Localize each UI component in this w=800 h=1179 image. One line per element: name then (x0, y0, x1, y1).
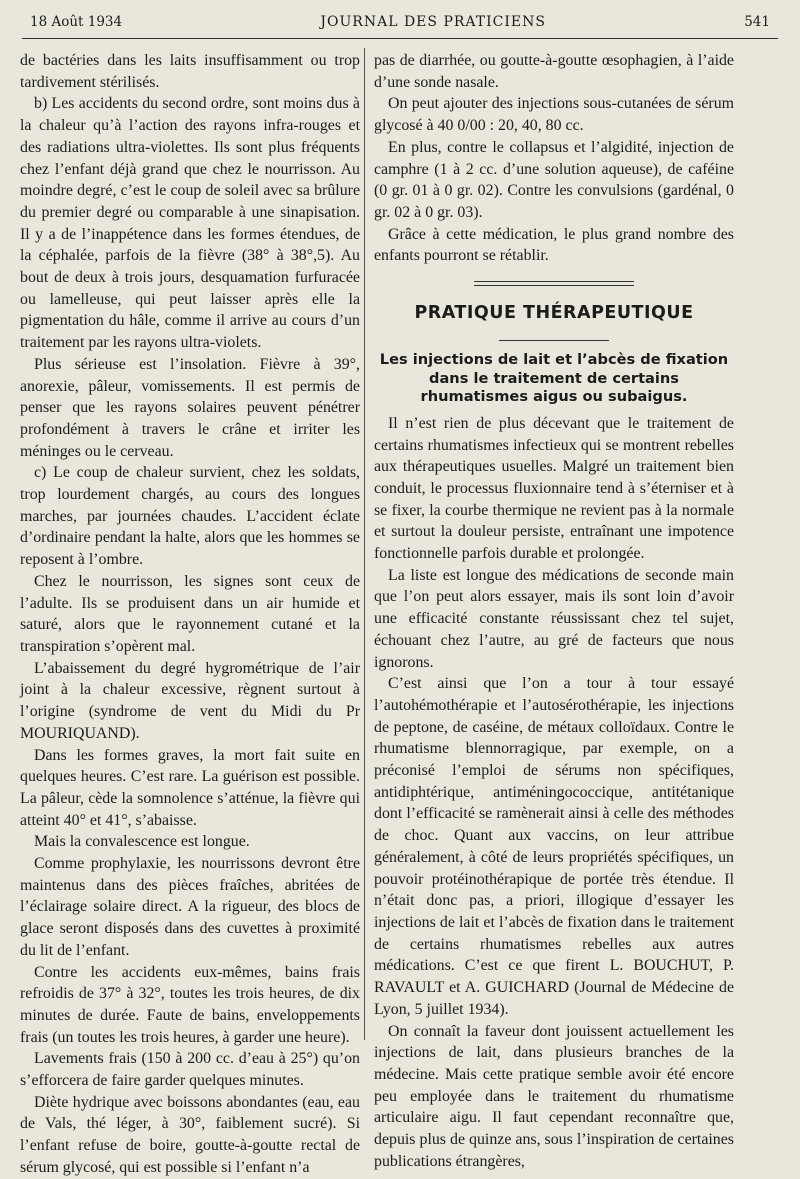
article-title: Les injections de lait et l’abcès de fixation dans le traitement de certains rhumatismes aigus ou subaigus. (379, 351, 729, 406)
left-paragraph-3: Plus sérieuse est l’insolation. Fièvre à 39°, anorexie, pâleur, vomissements. Il est permis de penser que les rayons solaires peuvent pénétrer profondément à travers le crâne et irriter les méninges ou le cerveau. (20, 355, 360, 460)
left-paragraph-12: Diète hydrique avec boissons abondantes (eau, eau de Vals, thé léger, à 30°, faiblement sucré). Si l’enfant refuse de boire, goutte-à-goutte rectal de sérum glycosé, qui est possible si l’enfant n’a (20, 1093, 360, 1176)
left-paragraph-6: L’abaissement du degré hygrométrique de l’air joint à la chaleur excessive, règnent surtout à l’origine (syndrome de vent du Midi du Pr MOURIQUAND). (20, 659, 360, 742)
header-rule (22, 38, 778, 39)
page-header (30, 14, 770, 38)
right-paragraph-4: Grâce à cette médication, le plus grand nombre des enfants pourront se rétablir. (374, 225, 734, 265)
right-column (374, 50, 734, 1172)
left-paragraph-5: Chez le nourrisson, les signes sont ceux de l’adulte. Ils se produisent dans un air humide et saturé, alors que le rayonnement cutané et la transpiration s’opèrent mal. (20, 572, 360, 655)
section-short-rule (499, 340, 609, 341)
left-paragraph-1: de bactéries dans les laits insuffisamment ou trop tardivement stérilisés. (20, 52, 360, 91)
left-paragraph-4: c) Le coup de chaleur survient, chez les soldats, trop lourdement chargés, au cours des longues marches, par journées chaudes. L’accident éclate d’ordinaire pendant la halte, alors que les hommes se reposent à l’ombre. (20, 464, 360, 569)
left-column (20, 50, 360, 1179)
left-paragraph-10: Contre les accidents eux-mêmes, bains frais refroidis de 37° à 32°, toutes les trois heures, de dix minutes de durée. Faute de bains, enveloppements frais (un toutes les trois heures, à garder une heure). (20, 963, 360, 1046)
left-paragraph-8: Mais la convalescence est longue. (34, 833, 250, 851)
left-paragraph-9: Comme prophylaxie, les nourrissons devront être maintenus dans des pièces fraîches, abritées de l’éclairage solaire direct. A la rigueur, des blocs de glace seront disposés dans des cuvettes à proximité du lit de l’enfant. (20, 855, 360, 959)
right-paragraph-2: On peut ajouter des injections sous-cutanées de sérum glycosé à 40 0/00 : 20, 40, 80 cc. (374, 95, 734, 135)
header-date: 18 Août 1934 (30, 14, 123, 30)
column-divider (364, 48, 365, 1040)
right-paragraph-1: pas de diarrhée, ou goutte-à-goutte œsophagien, à l’aide d’une sonde nasale. (374, 52, 734, 91)
section-double-rule (474, 281, 634, 286)
right-paragraph-6: La liste est longue des médications de seconde main que l’on peut alors essayer, mais ils sont loin d’avoir une efficacité constante réussissant chez tel sujet, échouant chez l’autre, au gré de facteurs que nous ignorons. (374, 566, 734, 671)
section-title: PRATIQUE THÉRAPEUTIQUE (414, 303, 694, 324)
right-paragraph-3: En plus, contre le collapsus et l’algidité, injection de camphre (1 à 2 cc. d’une solution aqueuse), de caféine (0 gr. 01 à 0 gr. 02). Contre les convulsions (gardénal, 0 gr. 02 à 0 gr. 03). (374, 138, 734, 221)
left-paragraph-7: Dans les formes graves, la mort fait suite en quelques heures. C’est rare. La guérison est possible. La pâleur, cède la somnolence s’atténue, la fièvre qui atteint 40° et 41°, s’abaisse. (20, 746, 360, 829)
header-journal-title: JOURNAL DES PRATICIENS (320, 14, 546, 30)
right-paragraph-7: C’est ainsi que l’on a tour à tour essayé l’autohémothérapie et l’autosérothérapie, les injections de peptone, de caséine, de métaux colloïdaux. Contre le rhumatisme blennorragique, par exemple, on a préconisé l’emploi de sérums non spécifiques, antidiphtérique, antiméningococcique, antitétanique dont l’efficacité se ramènerait ainsi à celle des méthodes de choc. Quant aux vaccins, on leur attribue généralement, à côté de leurs propriétés spécifiques, un pouvoir protéinothérapique de portée très étendue. Il n’était donc pas, a priori, illogique d’essayer les injections de lait et l’abcès de fixation dans le traitement de certains rhumatismes rebelles aux autres médications. C’est ce que firent L. BOUCHUT, P. RAVAULT et A. GUICHARD (Journal de Médecine de Lyon, 5 juillet 1934). (374, 675, 734, 1018)
right-paragraph-5: Il n’est rien de plus décevant que le traitement de certains rhumatismes infectieux qui se montrent rebelles aux thérapeutiques usuelles. Malgré un traitement bien conduit, le processus fluxionnaire tend à s’éterniser et à se fixer, la courbe thermique ne revient pas à la normale et surtout la douleur persiste, entraînant une impotence fonctionnelle parfois durable et prolongée. (374, 414, 734, 563)
header-page-number: 541 (744, 14, 770, 30)
left-paragraph-2: b) Les accidents du second ordre, sont moins dus à la chaleur qu’à l’action des rayons infra-rouges et des radiations ultra-violettes. Ils sont plus fréquents chez l’enfant déjà grand que chez le nourrisson. Au moindre degré, c’est le coup de soleil avec sa brûlure du premier degré ou comparable à une sinapisation. Il y a de l’inappétence dans les formes étendues, de la céphalée, parfois de la fièvre (38° à 38°,5). Au bout de deux à trois jours, desquamation furfuracée ou lamelleuse, qui peut laisser après elle la pigmentation du hâle, comme il arrive au cours d’un traitement par les rayons ultra-violets. (20, 95, 360, 352)
right-paragraph-8: On connaît la faveur dont jouissent actuellement les injections de lait, dans plusieurs branches de la médecine. Mais cette pratique semble avoir été encore peu employée dans le traitement du rhumatisme articulaire aigu. Il faut cependant reconnaître que, depuis plus de quinze ans, sous l’inspiration de certaines publications étrangères, (374, 1022, 734, 1170)
left-paragraph-11: Lavements frais (150 à 200 cc. d’eau à 25°) qu’on s’efforcera de faire garder quelques minutes. (20, 1050, 360, 1090)
